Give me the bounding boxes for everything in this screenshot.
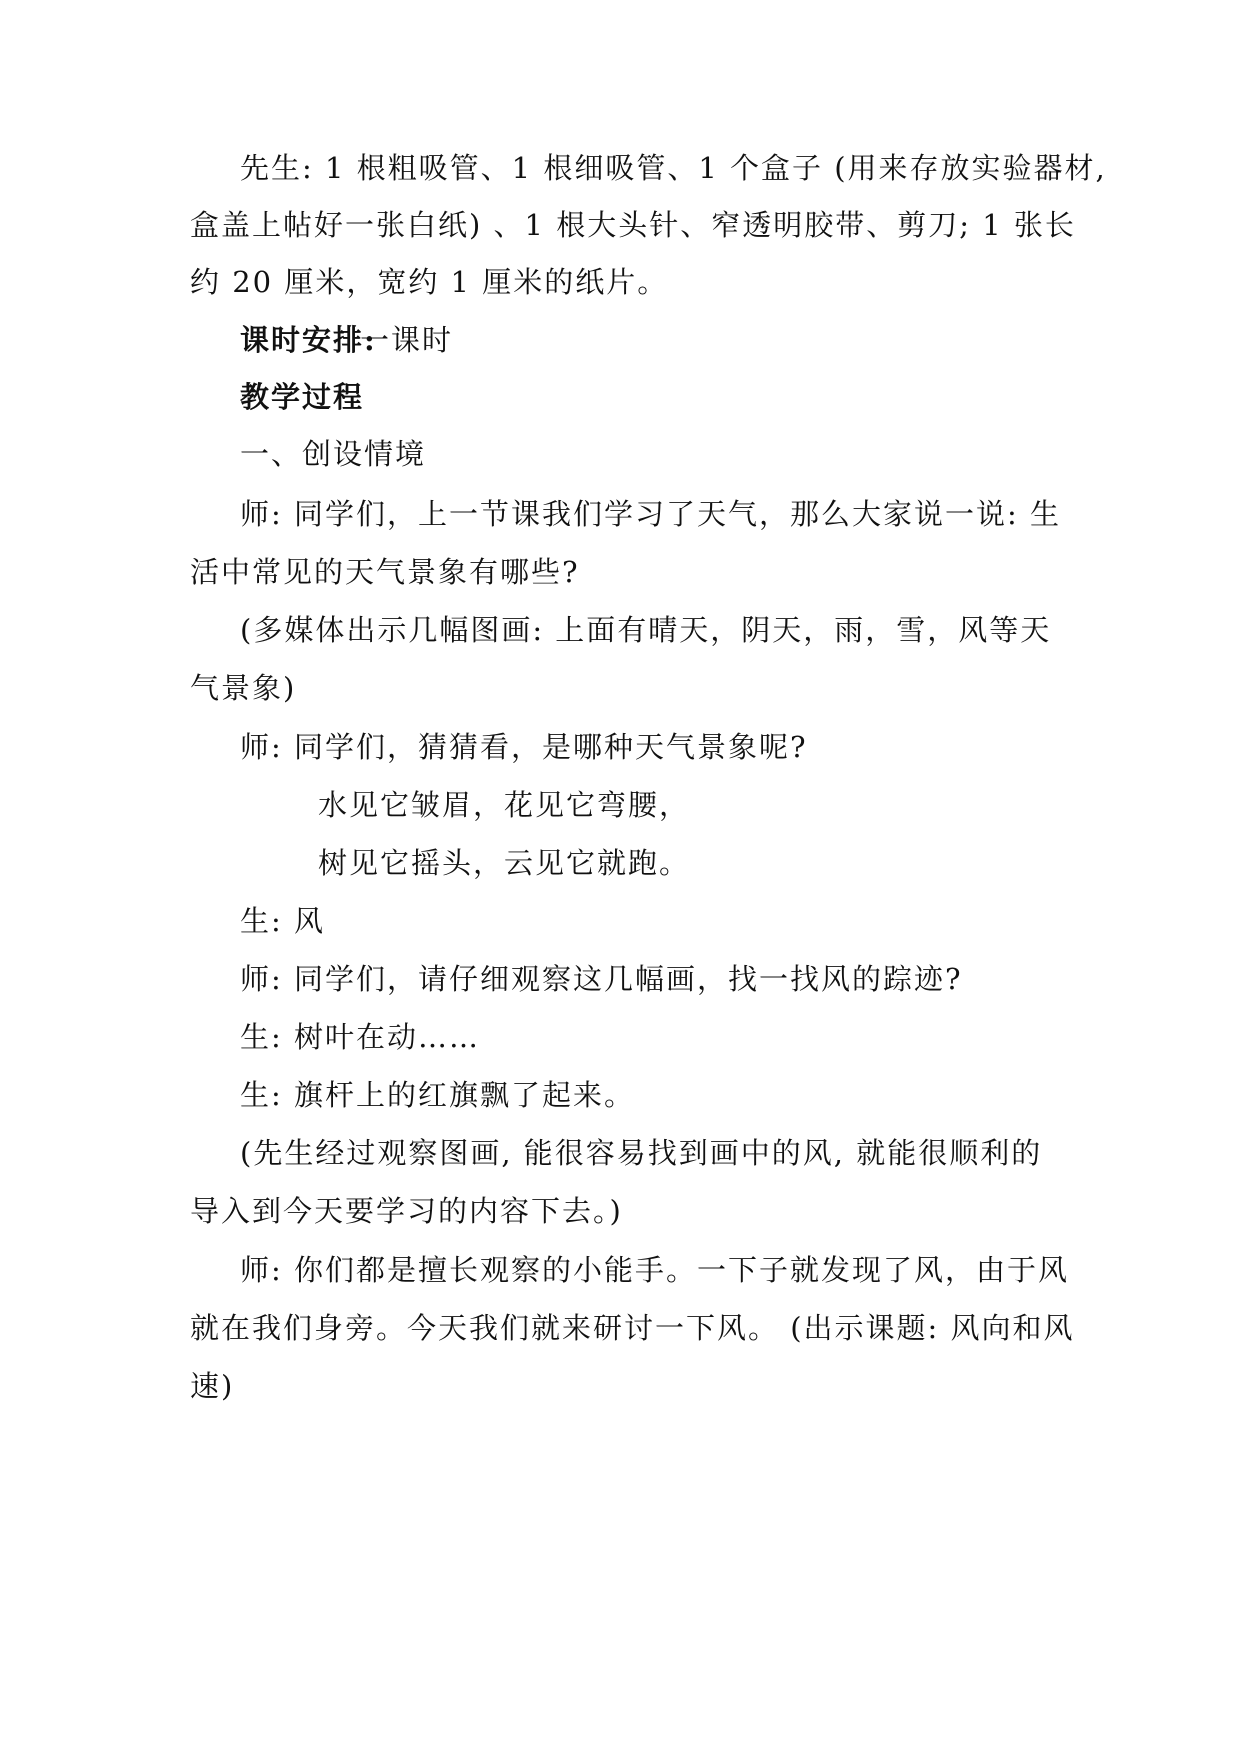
note-line: (多媒体出示几幅图画: 上面有晴天，阴天，雨，雪，风等天: [240, 613, 1052, 647]
riddle-line-2: 树见它摇头，云见它就跑。: [318, 846, 691, 880]
note-line: 导入到今天要学习的内容下去。): [190, 1194, 623, 1228]
materials-line-1: 先生: 1 根粗吸管、1 根细吸管、1 个盒子 (用来存放实验器材,: [240, 151, 1107, 185]
note-line: 气景象): [190, 671, 297, 705]
dialogue-line: 师: 同学们，猜猜看，是哪种天气景象呢?: [240, 730, 808, 764]
note-line: (先生经过观察图画, 能很容易找到画中的风, 就能很顺利的: [240, 1136, 1043, 1170]
dialogue-line: 生: 风: [240, 904, 325, 938]
dialogue-line: 就在我们身旁。今天我们就来研讨一下风。 (出示课题: 风向和风: [190, 1311, 1075, 1345]
dialogue-line: 速): [190, 1369, 235, 1403]
schedule-label: 课时安排:: [240, 323, 377, 357]
dialogue-line: 师: 同学们，上一节课我们学习了天气，那么大家说一说: 生: [240, 497, 1061, 531]
dialogue-line: 活中常见的天气景象有哪些?: [190, 555, 580, 589]
subsection-heading-scenario: 一、创设情境: [240, 437, 427, 471]
dialogue-line: 师: 你们都是擅长观察的小能手。一下子就发现了风，由于风: [240, 1253, 1069, 1287]
dialogue-line: 生: 旗杆上的红旗飘了起来。: [240, 1078, 635, 1112]
riddle-line-1: 水见它皱眉，花见它弯腰，: [318, 788, 691, 822]
materials-line-2: 盒盖上帖好一张白纸) 、1 根大头针、窄透明胶带、剪刀; 1 张长: [190, 208, 1076, 242]
materials-line-3: 约 20 厘米，宽约 1 厘米的纸片。: [190, 265, 669, 299]
dialogue-line: 生: 树叶在动……: [240, 1020, 480, 1054]
dialogue-line: 师: 同学们，请仔细观察这几幅画，找一找风的踪迹?: [240, 962, 963, 996]
schedule-value: 一课时: [360, 323, 454, 357]
section-heading-teaching-process: 教学过程: [240, 380, 365, 414]
